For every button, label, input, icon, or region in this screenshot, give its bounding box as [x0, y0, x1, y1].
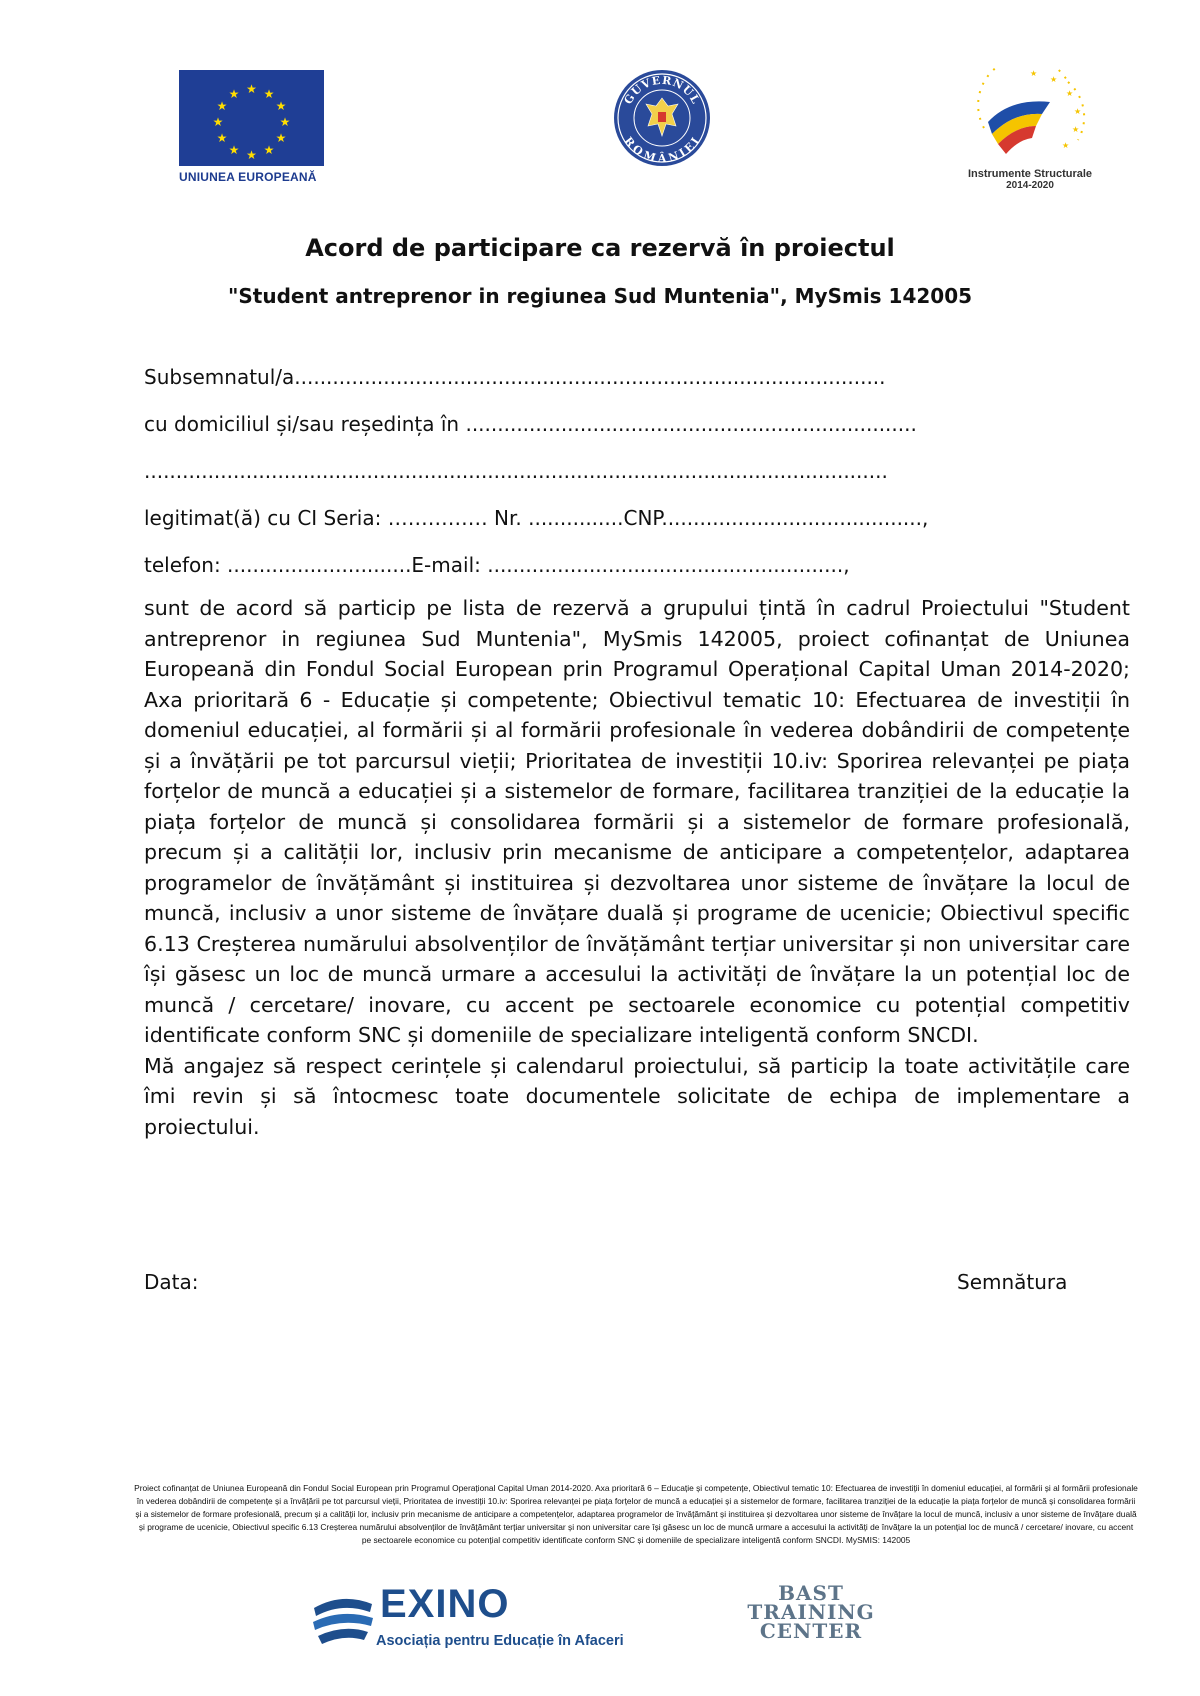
structural-instruments-logo — [945, 68, 1115, 191]
svg-text:★: ★ — [275, 99, 287, 113]
svg-text:★: ★ — [1072, 125, 1080, 134]
svg-text:★: ★ — [1066, 89, 1074, 98]
svg-text:★: ★ — [263, 143, 275, 157]
agreement-paragraph: sunt de acord să particip pe lista de rezervă a grupului țintă în cadrul Proiectului "Student antreprenor in regiunea Sud Muntenia", MySmis 142005, proiect cofinanțat de Uniunea Europeană din Fondul Social European prin Programul Operațional Capital Uman 2014-2020; Axa prioritară 6 - Educație și competente; Obiectivul tematic 10: Efectuarea de investiții în domeniul educației, al formării și al formării profesionale în vederea dobândirii de competențe și a învățării pe tot parcursul vieții; Prioritatea de investiții 10.iv: Sporirea relevanței pe piața forțelor de muncă a educației și a sistemelor de formare, facilitarea tranziției de la educație la piața forțelor de muncă și consolidarea formării și a sistemelor de formare profesională, precum și a calității lor, inclusiv prin mecanisme de anticipare a competențelor, adaptarea programelor de învățământ și instituirea și dezvoltarea unor sisteme de învățare la locul de muncă, inclusiv a unor sisteme de învățare duală și programe de ucenicie; Obiectivul specific 6.13 Creșterea numărului absolvenților de învățământ terțiar universitar și non universitar care își găsesc un loc de muncă urmare a accesului la activități de învățare la un potențial loc de muncă / cercetare/ inovare, cu accent pe sectoarele economice cu potențial competitiv identificate conform SNC și domeniile de specializare inteligentă conform SNCDI. — [144, 596, 1130, 1047]
svg-text:★: ★ — [1074, 107, 1082, 116]
svg-text:★: ★ — [228, 87, 240, 101]
exino-globe-icon — [310, 1582, 376, 1652]
exino-tagline: Asociația pentru Educație în Afaceri — [376, 1633, 624, 1649]
svg-text:★: ★ — [1030, 69, 1038, 78]
svg-text:★: ★ — [263, 87, 275, 101]
address-field-line[interactable]: cu domiciliul și/sau reședința în ....................................................................... — [144, 412, 917, 436]
project-title: "Student antreprenor in regiunea Sud Muntenia", MySmis 142005 — [227, 284, 973, 308]
structural-instruments-years: 2014-2020 — [1006, 180, 1054, 191]
exino-logo — [310, 1582, 624, 1660]
eu-logo — [179, 70, 324, 184]
romanian-government-seal-icon — [612, 68, 712, 168]
date-label: Data: — [144, 1270, 199, 1294]
svg-text:★: ★ — [246, 148, 257, 162]
signature-label: Semnătura — [957, 1270, 1068, 1294]
svg-text:★: ★ — [279, 115, 291, 129]
svg-text:★: ★ — [216, 131, 228, 145]
structural-instruments-caption: Instrumente Structurale — [967, 168, 1093, 180]
agreement-body — [144, 593, 1130, 1142]
bast-line-1: BAST — [778, 1581, 844, 1605]
commitment-paragraph: Mă angajez să respect cerințele și calendarul proiectului, să particip la toate activitățile care îmi revin și să întocmesc toate documentele solicitate de echipa de implementare a proiectului. — [144, 1053, 1130, 1139]
bast-line-3: CENTER — [759, 1619, 863, 1643]
bast-training-center-logo — [726, 1581, 896, 1644]
exino-wordmark: EXINO — [380, 1582, 510, 1626]
structural-instruments-icon — [970, 68, 1090, 162]
footer-funding-note: Proiect cofinanțat de Uniunea Europeană din Fondul Social European prin Programul Operațional Capital Uman 2014-2020. Axa prioritară 6 – Educație și competențe, Obiectivul tematic 10: Efectuarea de investiții în domeniul educației, al formării și al formării profesionale în vederea dobândirii de competențe și a învățării pe tot parcursul vieții, Prioritatea de investiții 10.iv: Sporirea relevanței pe piața forțelor de muncă a educației și a sistemelor de formare, facilitarea tranziției de la educație la piața forțelor de muncă și consolidarea formării și a sistemelor de formare profesională, precum și a calității lor, inclusiv prin mecanisme de anticipare a competențelor, adaptarea programelor de învățământ și instituirea și dezvoltarea unor sisteme de învățare la locul de muncă, inclusiv a unor sisteme de învățare duală și programe de ucenicie, Obiectivul specific 6.13 Creșterea numărului absolvenților de învățământ terțiar universitar și non universitar care își găsesc un loc de muncă urmare a accesului la activități de învățare la un potențial loc de muncă / cercetare/ inovare, cu accent pe sectoarele economice cu potențial competitiv identificate conform SNC și domeniile de specializare inteligentă conform SNCDI. MySMIS: 142005 — [134, 1483, 1138, 1545]
name-field-line[interactable]: Subsemnatul/a............................................................................................. — [144, 365, 886, 389]
svg-text:★: ★ — [212, 115, 224, 129]
eu-caption: UNIUNEA EUROPEANĂ — [179, 170, 317, 184]
svg-text:★: ★ — [216, 99, 228, 113]
svg-text:ROMÂNIEI: ROMÂNIEI — [621, 134, 703, 166]
government-seal — [612, 68, 712, 168]
svg-text:★: ★ — [275, 131, 287, 145]
svg-text:★: ★ — [228, 143, 240, 157]
svg-text:★: ★ — [1062, 141, 1070, 150]
document-title: Acord de participare ca rezervă în proiectul — [305, 234, 895, 262]
eu-flag-icon — [179, 70, 324, 166]
svg-text:★: ★ — [1050, 75, 1058, 84]
id-card-field-line[interactable]: legitimat(ă) cu CI Seria: …………… Nr. ...............CNP........................................., — [144, 506, 929, 530]
contact-field-line[interactable]: telefon: .............................E-mail: ........................................................, — [144, 553, 850, 577]
svg-text:★: ★ — [246, 82, 257, 96]
bast-line-2: TRAINING — [747, 1600, 875, 1624]
address-continuation-line[interactable]: ..................................................................................................................... — [144, 459, 888, 483]
svg-text:GUVERNUL: GUVERNUL — [621, 73, 703, 107]
